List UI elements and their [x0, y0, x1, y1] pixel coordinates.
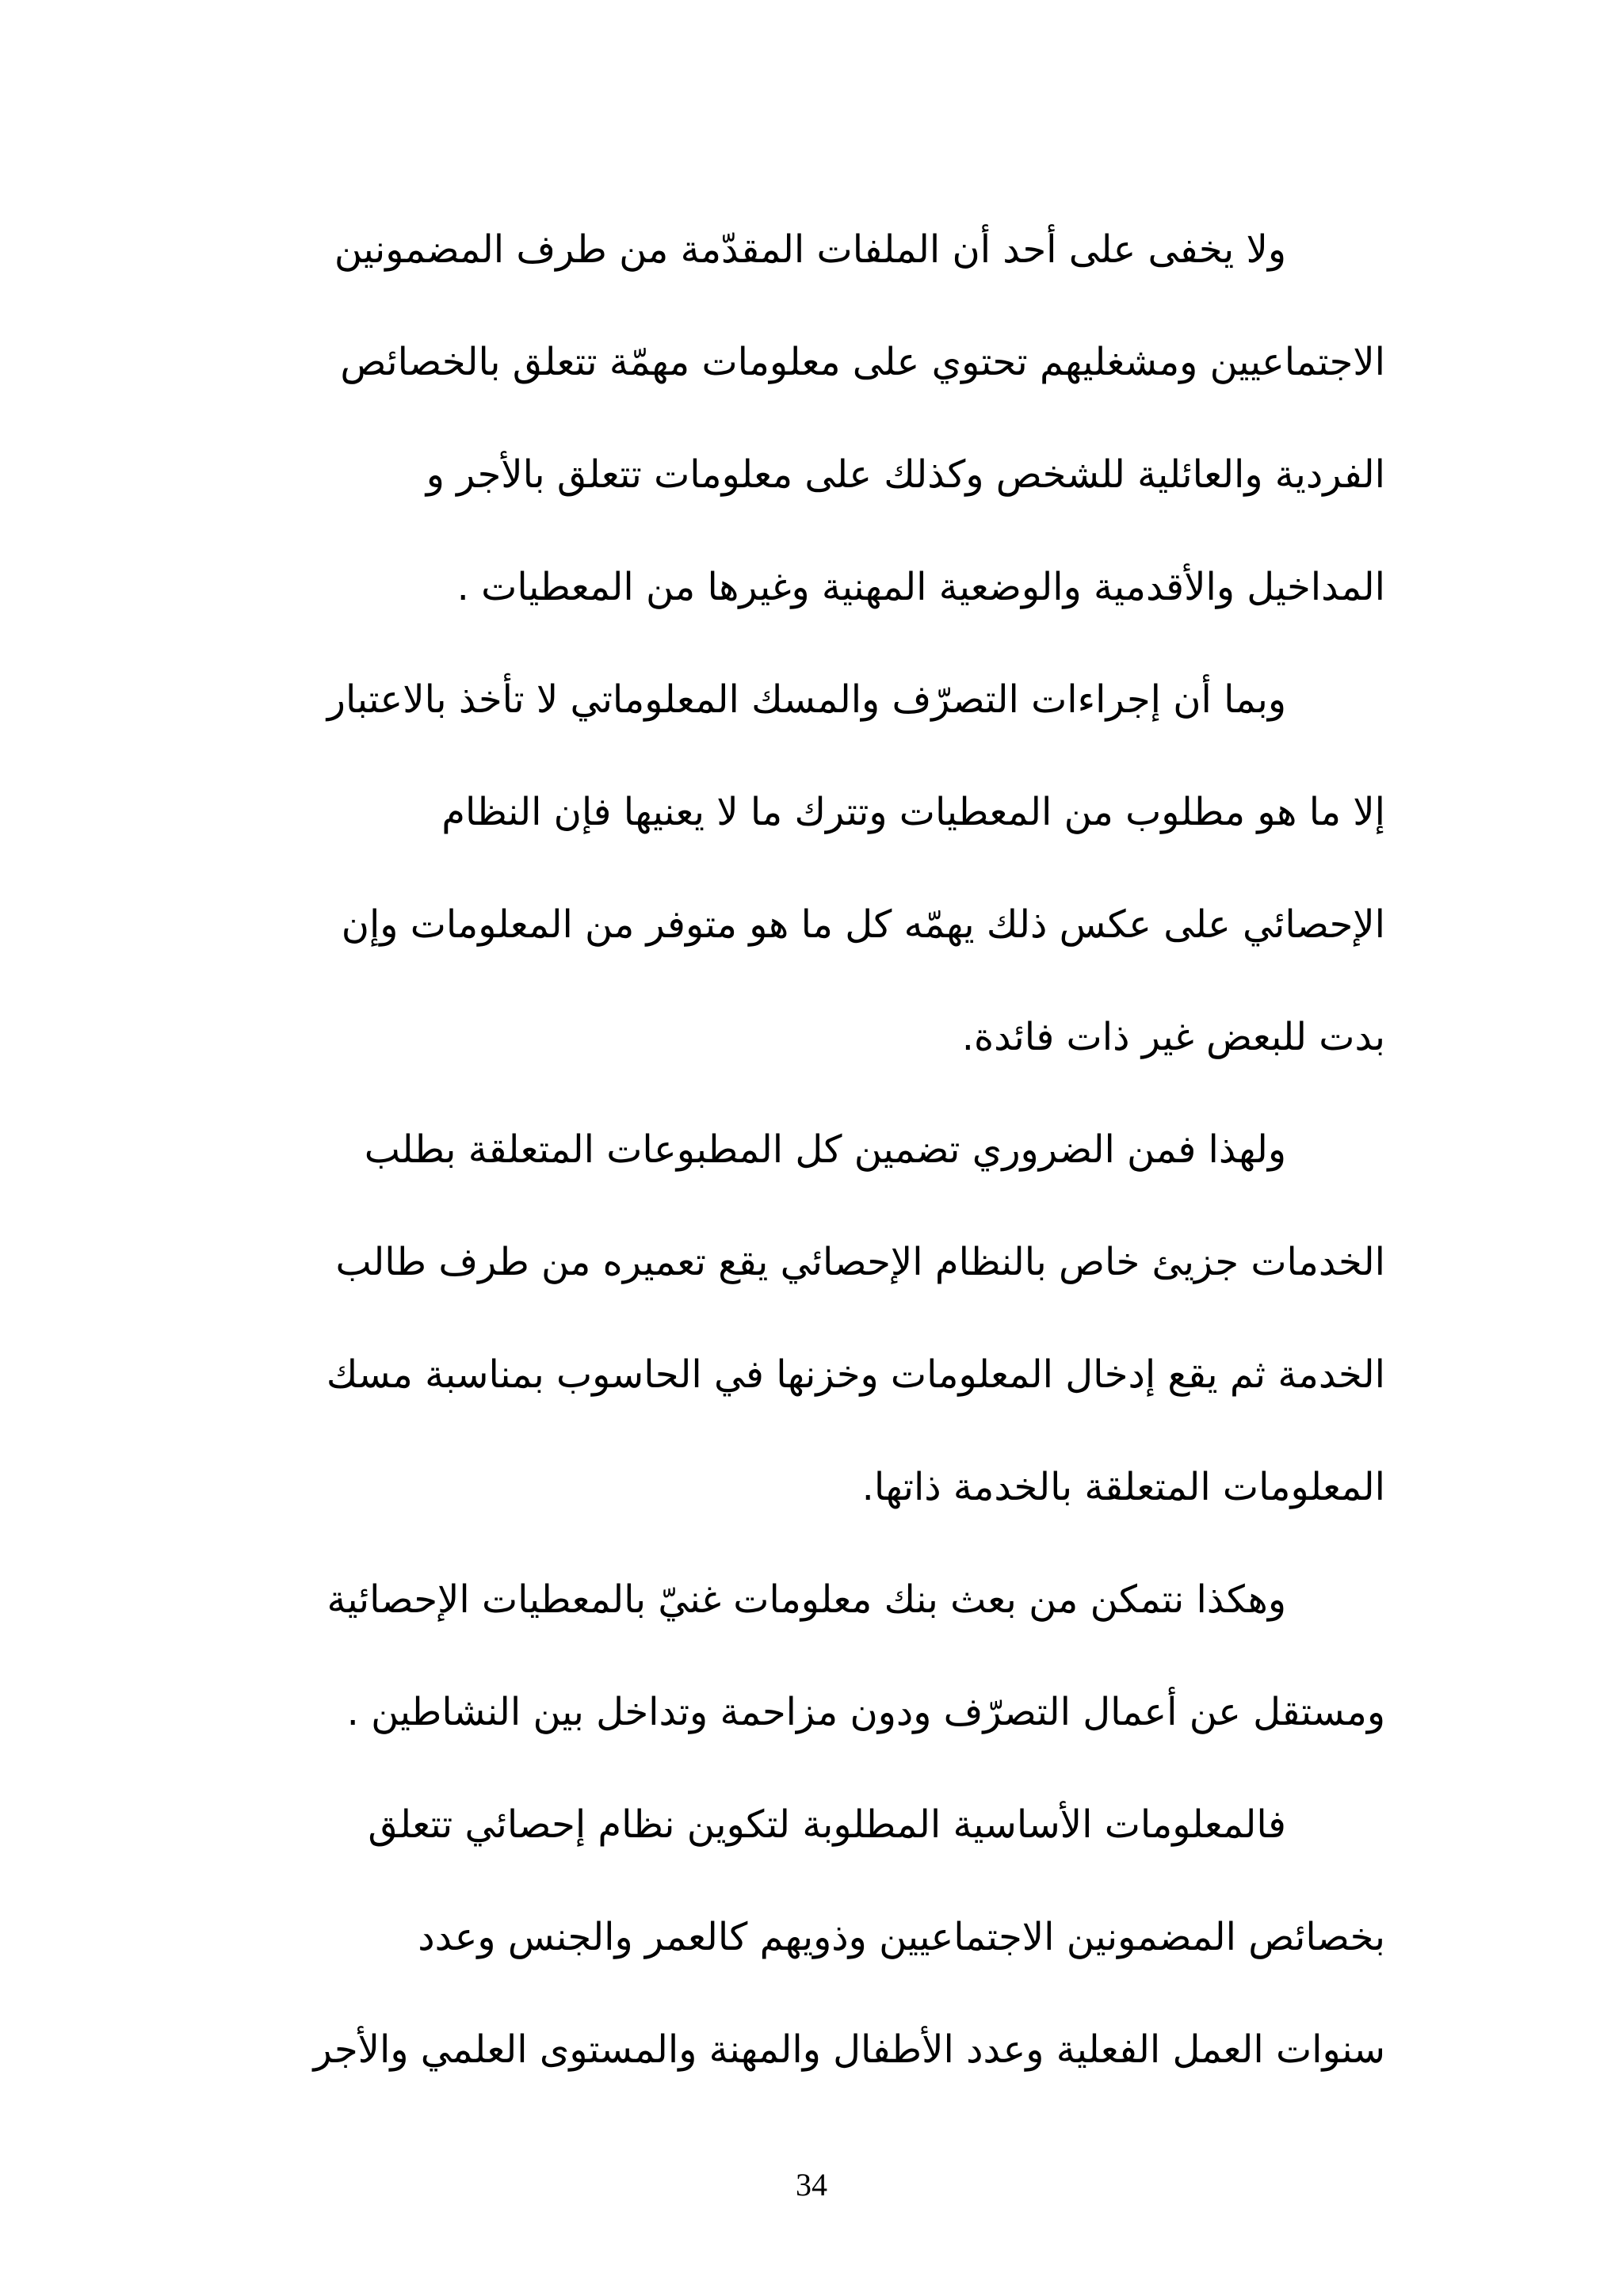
paragraph-2-line-4: بدت للبعض غير ذات فائدة.: [961, 1015, 1385, 1059]
paragraph-1-line-4: المداخيل والأقدمية والوضعية المهنية وغيرها من المعطيات .: [456, 565, 1385, 609]
paragraph-3-line-4: المعلومات المتعلقة بالخدمة ذاتها.: [861, 1465, 1385, 1509]
paragraph-4-line-1: وهكذا نتمكن من بعث بنك معلومات غنيّ بالمعطيات الإحصائية: [327, 1577, 1286, 1622]
page-number: 34: [796, 2167, 827, 2203]
paragraph-4-line-2: ومستقل عن أعمال التصرّف ودون مزاحمة وتداخل بين النشاطين .: [346, 1690, 1385, 1734]
paragraph-1-line-3: الفردية والعائلية للشخص وكذلك على معلومات تتعلق بالأجر و: [426, 452, 1385, 497]
paragraph-2-line-3: الإحصائي على عكس ذلك يهمّه كل ما هو متوفر من المعلومات وإن: [341, 902, 1385, 947]
paragraph-3-line-3: الخدمة ثم يقع إدخال المعلومات وخزنها في الحاسوب بمناسبة مسك: [326, 1352, 1385, 1397]
paragraph-5-line-2: بخصائص المضمونين الاجتماعيين وذويهم كالعمر والجنس وعدد: [418, 1915, 1385, 1959]
paragraph-2-line-1: وبما أن إجراءات التصرّف والمسك المعلوماتي لا تأخذ بالاعتبار: [327, 677, 1286, 722]
paragraph-3-line-1: ولهذا فمن الضروري تضمين كل المطبوعات المتعلقة بطلب: [364, 1127, 1286, 1172]
paragraph-1-line-2: الاجتماعيين ومشغليهم تحتوي على معلومات مهمّة تتعلق بالخصائص: [340, 340, 1385, 384]
paragraph-1-line-1: ولا يخفى على أحد أن الملفات المقدّمة من طرف المضمونين: [334, 227, 1286, 272]
paragraph-3-line-2: الخدمات جزيئ خاص بالنظام الإحصائي يقع تعميره من طرف طالب: [335, 1240, 1385, 1284]
paragraph-2-line-2: إلا ما هو مطلوب من المعطيات وتترك ما لا يعنيها فإن النظام: [441, 790, 1385, 834]
paragraph-5-line-1: فالمعلومات الأساسية المطلوبة لتكوين نظام إحصائي تتعلق: [368, 1802, 1286, 1847]
paragraph-5-line-3: سنوات العمل الفعلية وعدد الأطفال والمهنة والمستوى العلمي والأجر: [313, 2027, 1385, 2072]
